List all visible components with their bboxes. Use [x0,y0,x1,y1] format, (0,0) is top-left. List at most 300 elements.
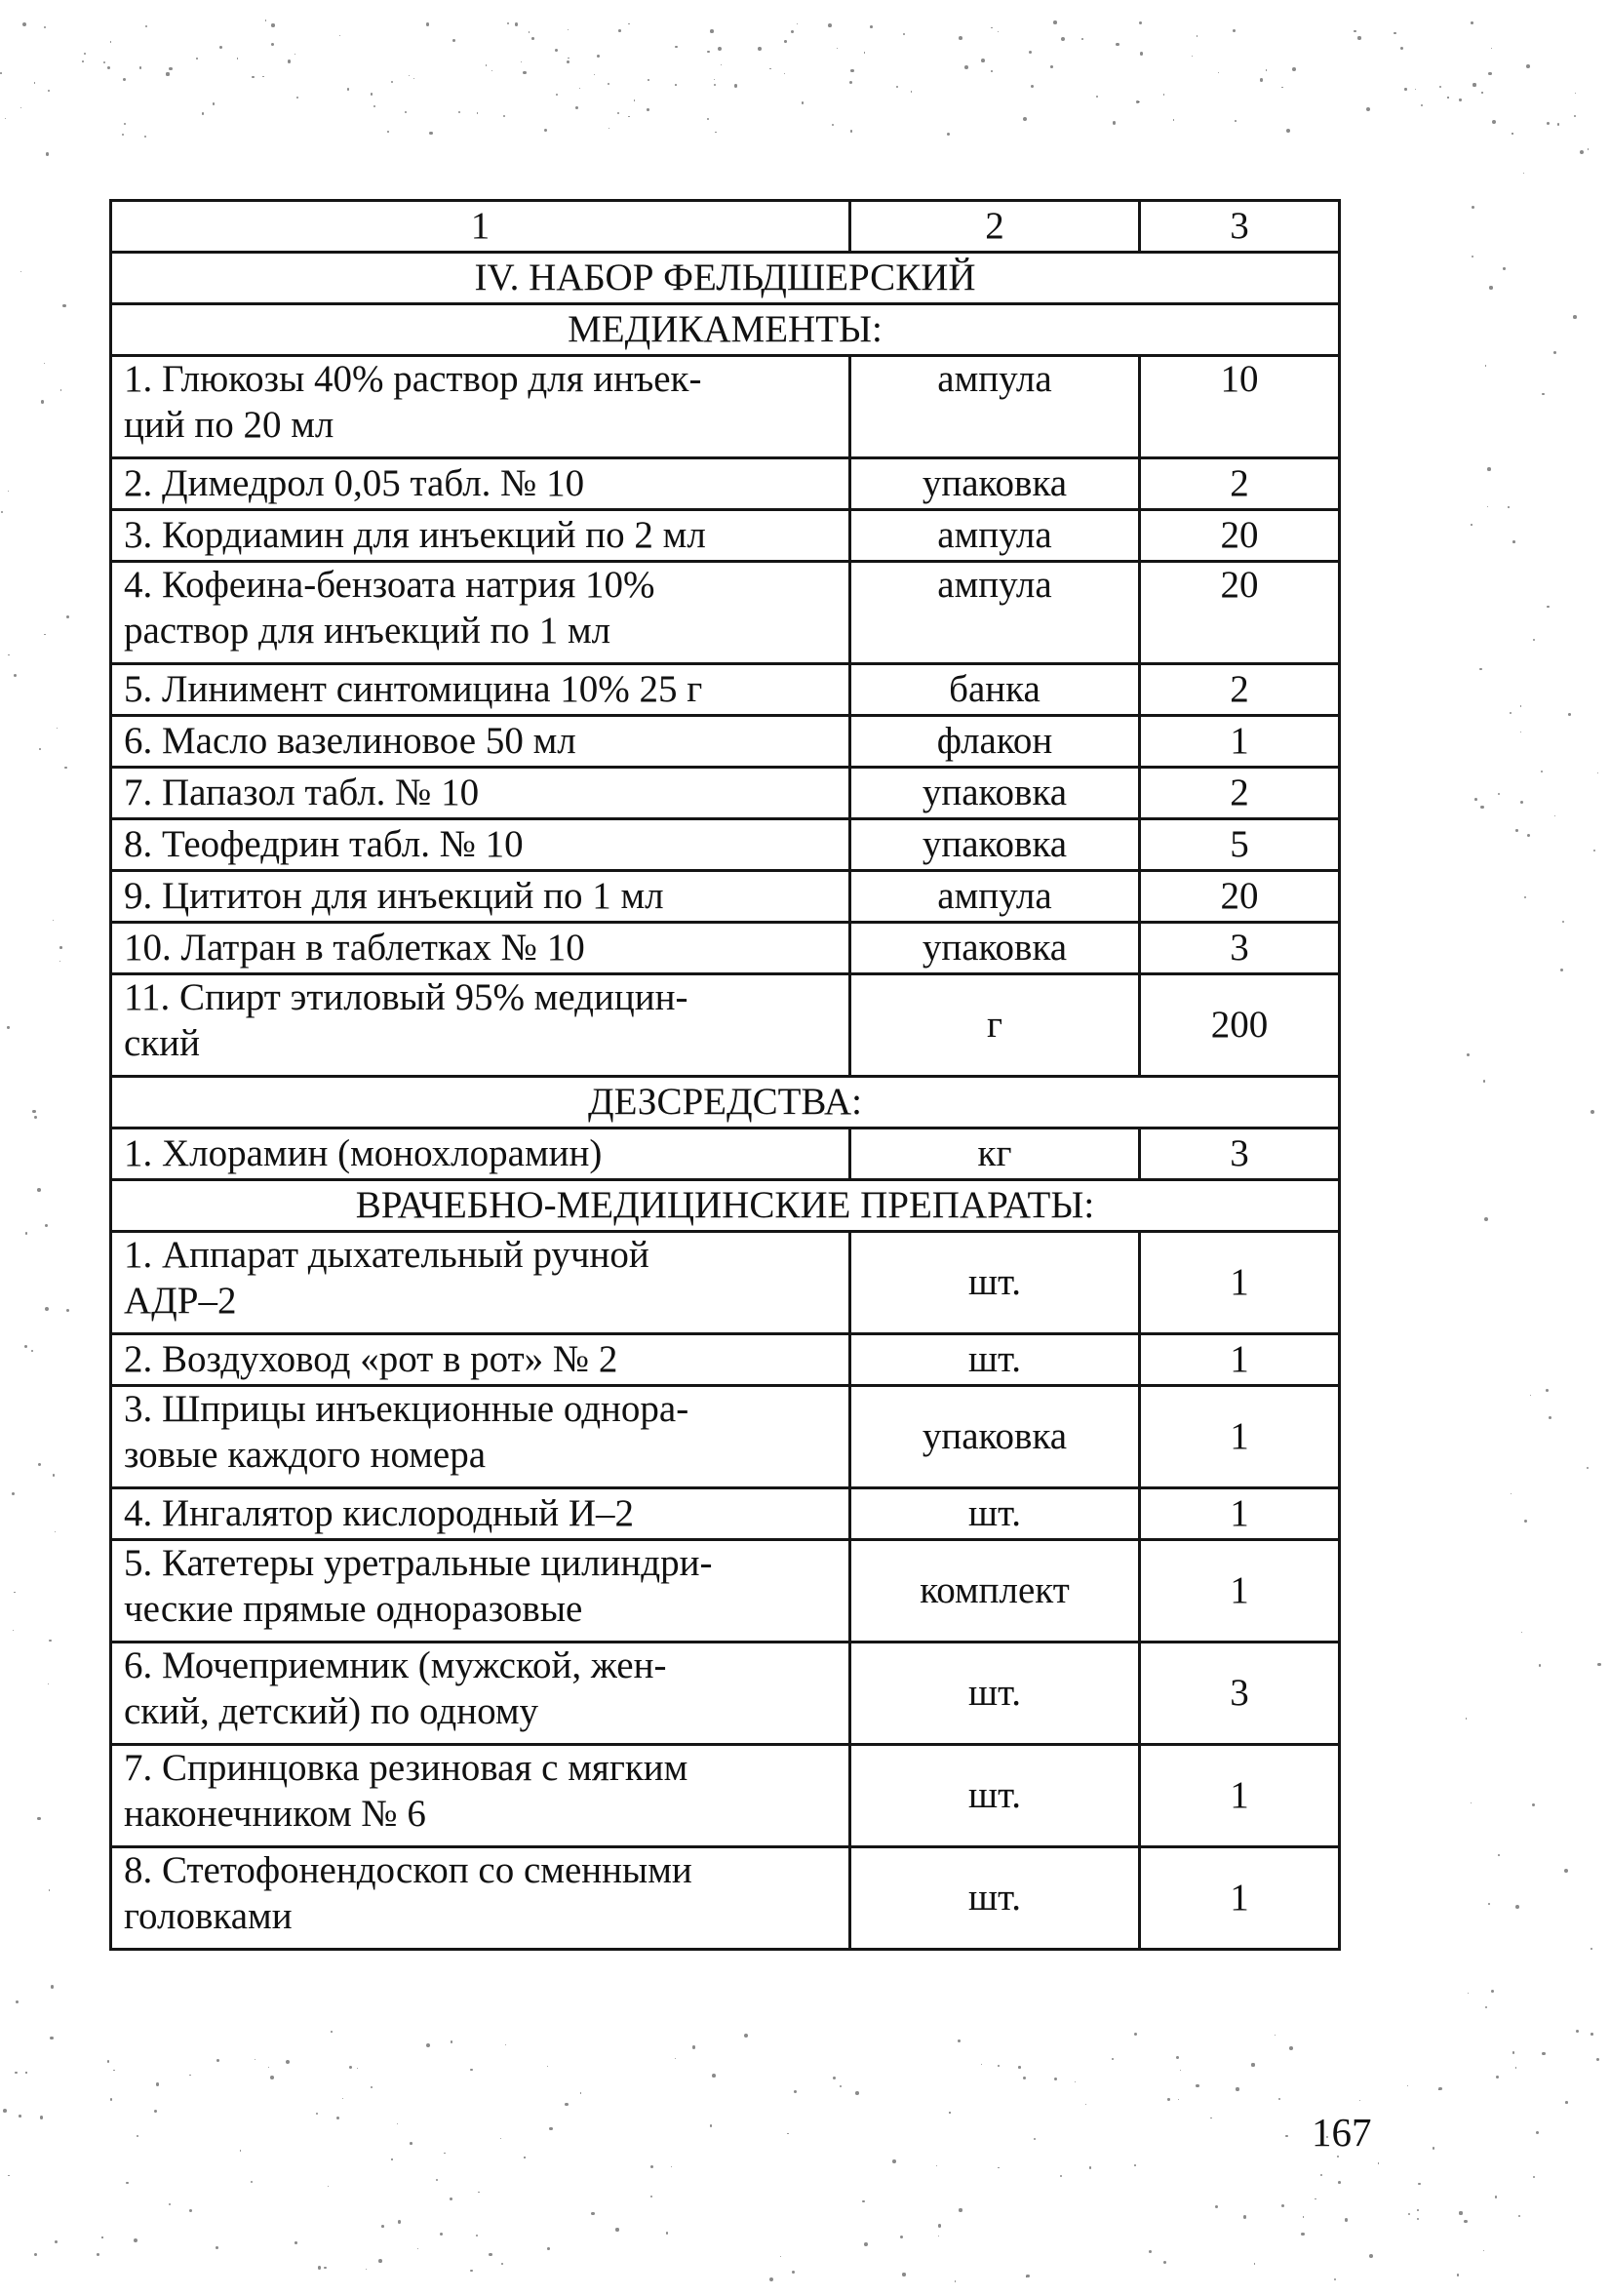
scan-speck [137,2135,138,2137]
scan-speck [1334,2278,1336,2280]
item-unit: шт. [850,1334,1140,1386]
scan-speck [1289,2046,1293,2050]
scan-speck [347,88,350,91]
item-unit: г [850,974,1140,1077]
scan-speck [48,1683,49,1684]
item-name: 3. Шприцы инъекционные однора- зовые каждого номера [111,1386,850,1488]
scan-speck [1488,1903,1490,1905]
scan-speck [1498,793,1500,795]
table-row [111,716,1340,768]
item-qty: 1 [1140,1847,1340,1950]
scan-speck [734,84,737,87]
section-heading-row [111,304,1340,356]
scan-speck [615,2228,618,2231]
scan-speck [1472,206,1474,209]
scan-speck [1281,2204,1284,2207]
scan-speck [1498,1854,1500,1856]
scan-speck [1417,2218,1419,2220]
scan-speck [1459,2211,1462,2214]
scan-speck [1532,1803,1535,1806]
scan-speck [515,22,518,25]
scan-speck [1251,2063,1254,2066]
scan-speck [555,49,559,53]
scan-speck [14,1592,15,1593]
scan-speck [591,2212,595,2216]
scan-speck [1512,540,1515,543]
scan-speck [1575,93,1576,94]
scan-speck [38,1463,41,1466]
scan-speck [1053,20,1057,24]
scan-speck [110,41,111,42]
scan-speck [1369,2254,1373,2258]
scan-speck [1359,2100,1361,2102]
scan-speck [20,107,21,108]
scan-speck [124,123,126,125]
scan-speck [597,55,600,58]
scan-speck [1471,1802,1472,1803]
scan-speck [1459,99,1461,100]
scan-speck [568,29,569,30]
scan-speck [405,111,407,113]
item-qty: 1 [1140,1745,1340,1847]
scan-speck [1553,351,1556,354]
scan-speck [991,27,993,29]
scan-speck [50,2037,54,2040]
scan-speck [1597,1663,1600,1666]
item-unit: упаковка [850,768,1140,819]
scan-speck [1511,1493,1512,1494]
scan-speck [503,115,505,117]
scan-speck [547,2066,548,2067]
scan-speck [1510,712,1512,714]
scan-speck [1467,1053,1470,1056]
scan-speck [1568,713,1571,716]
scan-speck [270,2076,274,2079]
scan-speck [1503,267,1505,269]
scan-speck [991,70,993,72]
scan-speck [647,108,649,111]
scan-speck [32,1110,35,1113]
scan-speck [53,920,54,921]
scan-speck [648,79,649,81]
scan-speck [1508,506,1510,508]
scan-speck [1457,2274,1460,2276]
scan-speck [938,2236,939,2237]
scan-speck [1554,815,1555,816]
scan-speck [797,23,798,24]
scan-speck [900,2236,903,2238]
table-title-row [111,253,1340,304]
scan-speck [1474,798,1477,801]
scan-speck [318,2266,322,2270]
scan-speck [107,66,110,69]
scan-speck [59,961,60,962]
scan-speck [429,132,432,135]
table-row [111,1386,1340,1488]
scan-speck [791,30,794,33]
scan-speck [1471,524,1473,526]
scan-speck [837,48,838,49]
item-name: 2. Димедрол 0,05 табл. № 10 [111,458,850,510]
page-number: 167 [1312,2110,1372,2155]
scan-speck [66,615,69,618]
scan-speck [575,106,578,109]
scan-speck [202,112,204,114]
scan-speck [833,2077,836,2079]
scan-speck [1196,2084,1198,2087]
item-unit: упаковка [850,923,1140,974]
scan-speck [391,81,393,83]
scan-speck [1415,89,1416,90]
item-name: 11. Спирт этиловый 95% медицин- ский [111,974,850,1077]
scan-speck [295,2241,297,2244]
scan-speck [491,70,492,71]
scan-speck [1549,1416,1551,1419]
item-name: 8. Стетофонендоскоп со сменными головками [111,1847,850,1950]
scan-speck [1464,2220,1468,2224]
scan-speck [568,58,569,59]
scan-speck [692,2045,696,2049]
item-qty: 1 [1140,1232,1340,1334]
item-qty: 3 [1140,1643,1340,1745]
scan-speck [20,271,21,272]
scan-speck [1521,1632,1522,1633]
scan-speck [1233,29,1236,32]
scan-speck [1281,87,1283,89]
scan-speck [1034,2138,1037,2141]
scan-speck [594,74,595,75]
scan-speck [556,94,559,97]
scan-speck [981,59,985,62]
table-row [111,458,1340,510]
scan-speck [710,2124,712,2126]
scan-speck [331,2031,333,2033]
item-unit: кг [850,1128,1140,1180]
scan-speck [794,2090,797,2093]
item-unit: шт. [850,1488,1140,1540]
scan-speck [25,1232,27,1234]
scan-speck [1533,2176,1535,2178]
scan-speck [1479,668,1481,670]
scan-speck [410,2142,412,2145]
table-row [111,1128,1340,1180]
scan-speck [1266,69,1267,70]
scan-speck [1031,85,1034,88]
scan-speck [39,748,41,750]
scan-speck [1524,1520,1527,1523]
scan-speck [1407,2085,1408,2086]
scan-speck [1089,2166,1092,2169]
scan-speck [1433,2147,1435,2150]
scan-speck [903,33,905,35]
scan-speck [1491,1990,1494,1993]
scan-speck [1492,120,1496,124]
scan-speck [391,2158,392,2159]
scan-speck [286,2060,290,2064]
scan-speck [1565,2101,1568,2104]
table-row [111,974,1340,1077]
scan-speck [784,73,785,74]
scan-speck [122,134,124,136]
scan-speck [769,68,770,69]
scan-speck [22,22,26,26]
scan-speck [505,2044,507,2046]
scan-speck [1564,1869,1568,1873]
scan-speck [675,2058,676,2059]
scan-speck [452,39,455,42]
item-name: 5. Катетеры уретральные цилиндри- ческие прямые одноразовые [111,1540,850,1643]
scan-speck [1218,72,1219,73]
scan-speck [1547,606,1550,609]
item-unit: шт. [850,1745,1140,1847]
scan-speck [44,363,45,364]
scan-speck [1546,1389,1549,1392]
scan-speck [864,52,865,53]
item-qty: 200 [1140,974,1340,1077]
scan-speck [41,400,44,403]
scan-speck [721,64,722,65]
item-qty: 2 [1140,768,1340,819]
scan-speck [14,674,18,678]
table-row [111,923,1340,974]
scan-speck [213,102,216,105]
scan-speck [57,728,58,729]
scan-speck [1167,2098,1169,2100]
scan-speck [328,2186,329,2187]
scan-speck [1134,2033,1137,2036]
scan-speck [1113,121,1117,125]
scan-speck [169,2203,171,2205]
scan-speck [40,2116,43,2118]
scan-speck [426,22,430,26]
item-name: 1. Глюкозы 40% раствор для инъек- ций по 20 мл [111,356,850,458]
scan-speck [579,88,580,89]
scan-speck [477,112,479,114]
scan-speck [8,2175,9,2176]
item-name: 6. Мочеприемник (мужской, жен- ский, детский) по одному [111,1643,850,1745]
section-heading: ВРАЧЕБНО-МЕДИЦИНСКИЕ ПРЕПАРАТЫ: [111,1180,1340,1232]
item-qty: 2 [1140,458,1340,510]
item-unit: упаковка [850,819,1140,871]
scan-speck [49,1889,51,1891]
item-unit: шт. [850,1232,1140,1334]
scan-speck [145,25,147,27]
scan-speck [436,2179,438,2181]
scan-speck [1439,86,1441,88]
table-row [111,664,1340,716]
scan-speck [792,2271,795,2274]
scan-speck [97,2253,99,2256]
scan-speck [1547,122,1550,125]
scan-speck [1524,896,1526,898]
scan-speck [666,2232,669,2235]
scan-speck [1192,56,1194,58]
item-qty: 1 [1140,1334,1340,1386]
scan-speck [107,2060,109,2062]
scan-speck [1085,2104,1087,2106]
scan-speck [12,1492,15,1495]
item-unit: ампула [850,510,1140,562]
table-row [111,819,1340,871]
scan-speck [1178,2099,1179,2100]
scan-speck [1596,2058,1599,2061]
scan-speck [1163,94,1165,96]
scan-speck [15,2072,17,2074]
item-name: 1. Аппарат дыхательный ручной АДР–2 [111,1232,850,1334]
scan-speck [707,118,709,120]
scan-speck [531,37,534,40]
scan-speck [144,136,146,138]
item-name: 2. Воздуховод «рот в рот» № 2 [111,1334,850,1386]
scan-speck [840,2085,842,2087]
scan-speck [958,2039,961,2042]
table-row [111,1643,1340,1745]
item-name: 5. Линимент синтомицина 10% 25 г [111,664,850,716]
table-row [111,1847,1340,1950]
item-qty: 5 [1140,819,1340,871]
item-qty: 20 [1140,510,1340,562]
scan-speck [1260,78,1263,81]
item-qty: 1 [1140,1540,1340,1643]
scan-speck [1197,35,1198,37]
scan-speck [1400,47,1403,50]
table-row [111,356,1340,458]
scan-speck [1484,1217,1488,1221]
item-name: 9. Цититон для инъекций по 1 мл [111,871,850,923]
scan-speck [1418,2183,1420,2185]
scan-speck [1236,2087,1238,2090]
scan-speck [1338,2181,1341,2184]
scan-speck [1096,96,1098,98]
scan-speck [1285,2135,1288,2138]
scan-speck [650,2196,652,2197]
scan-speck [1421,104,1423,106]
scan-speck [0,72,2,74]
scan-speck [1018,2066,1021,2069]
scan-speck [288,59,291,62]
scan-speck [216,2246,218,2249]
scan-speck [1590,2033,1593,2036]
item-name: 4. Кофеина-бензоата натрия 10% раствор для инъекций по 1 мл [111,562,850,664]
scan-speck [1527,834,1530,837]
scan-speck [1149,2250,1152,2253]
table-row [111,871,1340,923]
scan-speck [1526,64,1530,68]
item-qty: 3 [1140,923,1340,974]
scan-speck [707,51,709,53]
scan-speck [1140,52,1143,55]
scan-speck [1515,2067,1517,2069]
scan-speck [373,105,375,107]
scan-speck [357,2068,358,2069]
scan-speck [998,2065,1000,2067]
scan-speck [1345,2218,1348,2221]
scan-speck [1116,43,1119,46]
scan-speck [82,60,84,62]
scan-speck [55,1531,56,1532]
scan-speck [1485,365,1486,366]
scan-speck [123,78,126,81]
scan-speck [1354,30,1355,32]
table-row [111,1488,1340,1540]
scan-speck [1515,1905,1519,1909]
scan-speck [342,2098,343,2099]
scan-speck [949,2112,950,2113]
scan-speck [1590,1948,1592,1950]
scan-speck [671,2166,672,2167]
scan-speck [628,23,630,25]
scan-speck [46,152,50,156]
section-heading: ДЕЗСРЕДСТВА: [111,1077,1340,1128]
section-heading-row [111,1077,1340,1128]
scan-speck [1496,2076,1499,2078]
scan-speck [476,2235,479,2237]
scan-speck [126,2182,129,2185]
scan-speck [397,2123,399,2125]
scan-speck [1136,100,1139,103]
scan-speck [1562,921,1564,923]
scan-speck [828,23,832,27]
scan-speck [938,2224,941,2227]
scan-speck [1483,1080,1486,1083]
scan-speck [959,36,962,40]
scan-speck [870,25,873,28]
scan-speck [387,131,389,133]
scan-speck [166,72,169,75]
scan-speck [336,2117,339,2119]
scan-speck [316,2113,318,2115]
scan-speck [1112,2058,1114,2060]
scan-speck [1576,2030,1579,2033]
scan-speck [1472,256,1473,257]
scan-speck [44,26,46,28]
scan-speck [59,946,62,949]
scan-speck [523,71,527,75]
scan-speck [802,101,804,103]
scan-speck [371,2086,373,2088]
scan-speck [1557,123,1559,125]
scan-speck [1061,37,1065,41]
item-name: 7. Спринцовка резиновая с мягким наконечником № 6 [111,1745,850,1847]
scan-speck [1275,2035,1276,2036]
item-name: 10. Латран в таблетках № 10 [111,923,850,974]
scan-speck [252,76,254,78]
scan-speck [426,2043,430,2047]
scan-speck [62,304,65,307]
scan-speck [565,2103,568,2106]
scan-speck [618,29,621,32]
scan-speck [521,61,522,62]
scan-speck [1075,2081,1076,2082]
scan-speck [1542,393,1545,396]
scan-speck [1286,129,1290,133]
scan-speck [1536,2131,1540,2135]
table-row [111,562,1340,664]
scan-speck [892,2159,896,2163]
scan-speck [1523,173,1524,174]
scan-speck [1539,1664,1542,1667]
scan-speck [1408,2213,1410,2215]
scan-speck [1485,2006,1487,2008]
scan-speck [1303,2216,1305,2218]
scan-speck [1560,969,1563,971]
scan-speck [850,69,854,73]
scan-speck [339,35,340,36]
scan-speck [268,2067,270,2069]
scan-speck [37,1188,41,1192]
scan-speck [832,124,834,126]
scan-speck [1357,36,1360,39]
